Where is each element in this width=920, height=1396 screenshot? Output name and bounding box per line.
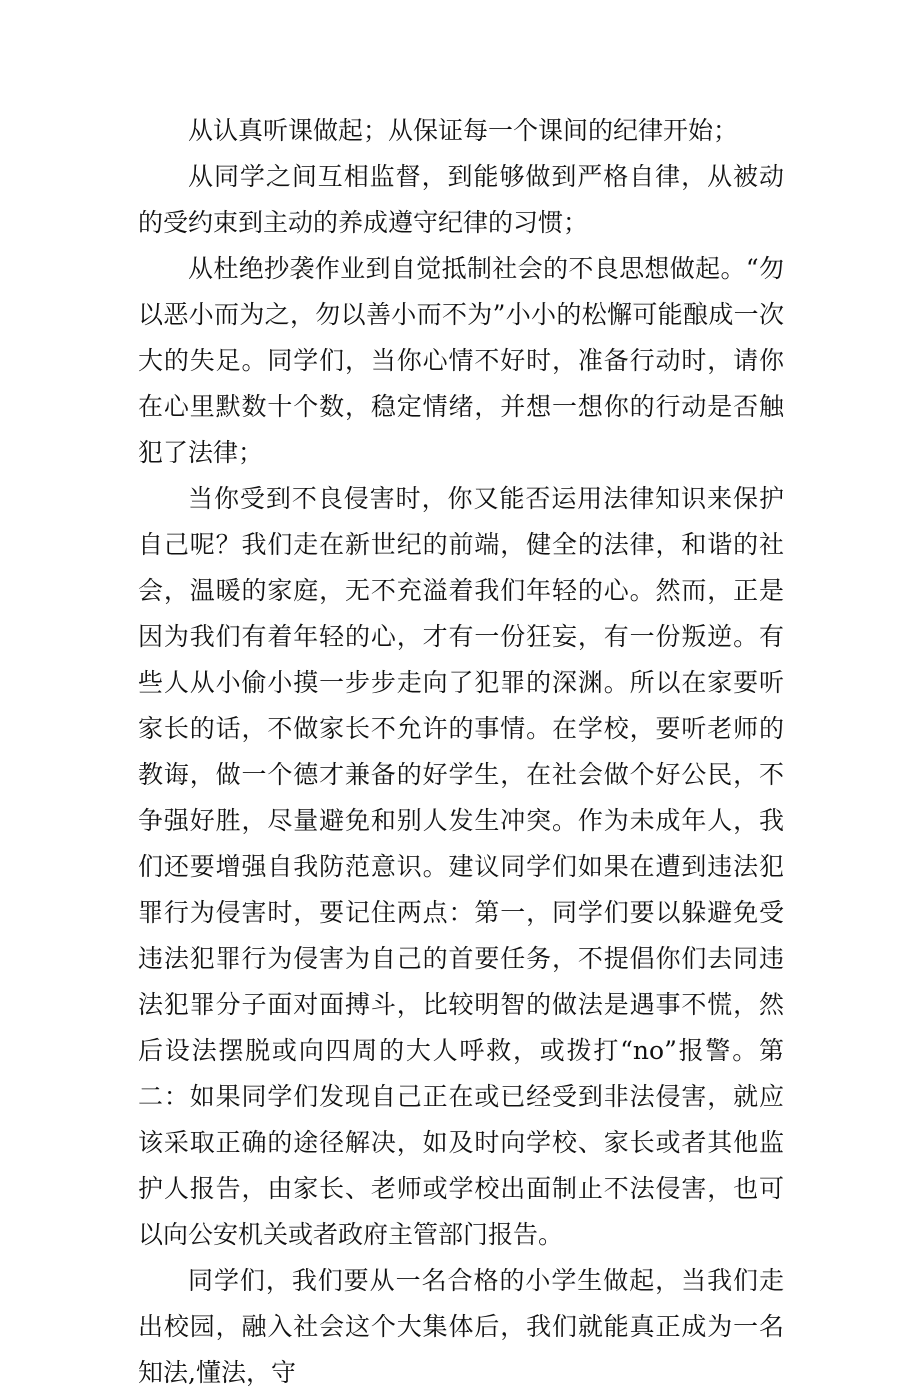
paragraph-2: 从同学之间互相监督，到能够做到严格自律，从被动的受约束到主动的养成遵守纪律的习惯； xyxy=(138,162,784,237)
paragraph-3: 从杜绝抄袭作业到自觉抵制社会的不良思想做起。“勿以恶小而为之，勿以善小而不为”小小的松懈可能酿成一次大的失足。同学们，当你心情不好时，准备行动时，请你在心里默数十个数，稳定情绪，并想一想你的行动是否触犯了法律； xyxy=(138,254,784,467)
paragraph-5: 同学们，我们要从一名合格的小学生做起，当我们走出校园，融入社会这个大集体后，我们就能真正成为一名知法,懂法，守 xyxy=(138,1266,784,1387)
document-body xyxy=(138,108,784,1396)
paragraph-1: 从认真听课做起；从保证每一个课间的纪律开始； xyxy=(188,116,739,145)
paragraph-4: 当你受到不良侵害时，你又能否运用法律知识来保护自己呢？我们走在新世纪的前端，健全的法律，和谐的社会，温暖的家庭，无不充溢着我们年轻的心。然而，正是因为我们有着年轻的心，才有一份狂妄，有一份叛逆。有些人从小偷小摸一步步走向了犯罪的深渊。所以在家要听家长的话，不做家长不允许的事情。在学校，要听老师的教诲，做一个德才兼备的好学生，在社会做个好公民，不争强好胜，尽量避免和别人发生冲突。作为未成年人，我们还要增强自我防范意识。建议同学们如果在遭到违法犯罪行为侵害时，要记住两点：第一，同学们要以躲避免受违法犯罪行为侵害为自己的首要任务，不提倡你们去同违法犯罪分子面对面搏斗，比较明智的做法是遇事不慌，然后设法摆脱或向四周的大人呼救，或拨打“no”报警。第二：如果同学们发现自己正在或已经受到非法侵害，就应该采取正确的途径解决，如及时向学校、家长或者其他监护人报告，由家长、老师或学校出面制止不法侵害，也可以向公安机关或者政府主管部门报告。 xyxy=(138,484,784,1249)
